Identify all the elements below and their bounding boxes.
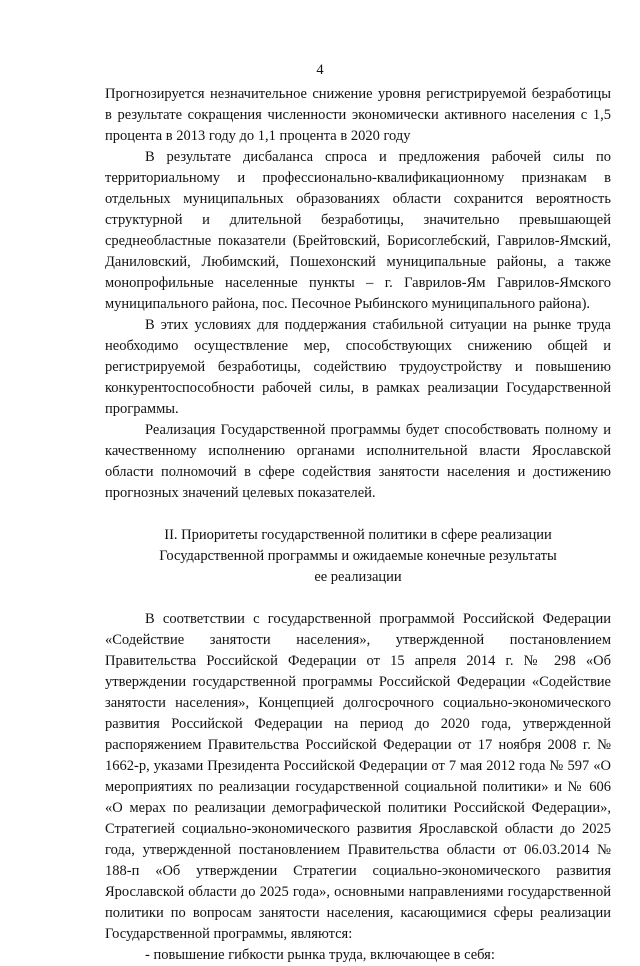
section-heading [105, 525, 611, 588]
document-body [105, 84, 611, 966]
section-heading-line: ее реализации [314, 569, 402, 585]
paragraph: В результате дисбаланса спроса и предложения рабочей силы по территориальному и профессионально-квалификационному признакам в отдельных муниципальных образованиях области сохранится вероятность структурной и длительной безработицы, значительно превышающей среднеобластные показатели (Брейтовский, Борисоглебский, Гаврилов-Ямский, Даниловский, Любимский, Пошехонский муниципальные районы, а также монопрофильные населенные пункты – г. Гаврилов-Ям Гаврилов-Ямского муниципального района, пос. Песочное Рыбинского муниципального района). [105, 149, 611, 312]
paragraph: В этих условиях для поддержания стабильной ситуации на рынке труда необходимо осуществление мер, способствующих снижению общей и регистрируемой безработицы, содействию трудоустройству и повышению конкурентоспособности рабочей силы, в рамках реализации Государственной программы. [105, 317, 611, 417]
section-heading-line: II. Приоритеты государственной политики в сфере реализации [164, 527, 552, 543]
section-heading-line: Государственной программы и ожидаемые конечные результаты [159, 548, 557, 564]
paragraph: В соответствии с государственной программой Российской Федерации «Содействие занятости населения», утвержденной постановлением Правительства Российской Федерации от 15 апреля 2014 г. № 298 «Об утверждении государственной программы Российской Федерации «Содействие занятости населения», Концепцией долгосрочного социально-экономического развития Российской Федерации на период до 2020 года, утвержденной распоряжением Правительства Российской Федерации от 17 ноября 2008 г. № 1662-р, указами Президента Российской Федерации от 7 мая 2012 года № 597 «О мероприятиях по реализации государственной социальной политики» и № 606 «О мерах по реализации демографической политики Российской Федерации», Стратегией социально-экономического развития Ярославской области до 2025 года, утвержденной постановлением Правительства области от 06.03.2014 № 188-п «Об утверждении Стратегии социально-экономического развития Ярославской области до 2025 года», основными направлениями государственной политики по вопросам занятости населения, касающимися сферы реализации Государственной программы, являются: [105, 611, 611, 942]
paragraph: Реализация Государственной программы будет способствовать полному и качественному исполнению органами исполнительной власти Ярославской области полномочий в сфере содействия занятости населения и достижению прогнозных значений целевых показателей. [105, 422, 611, 501]
list-item: - повышение гибкости рынка труда, включающее в себя: [145, 947, 495, 963]
page-number: 4 [316, 62, 324, 78]
paragraph: Прогнозируется незначительное снижение уровня регистрируемой безработицы в результате сокращения численности экономически активного населения с 1,5 процента в 2013 году до 1,1 процента в 2020 году [105, 86, 611, 144]
